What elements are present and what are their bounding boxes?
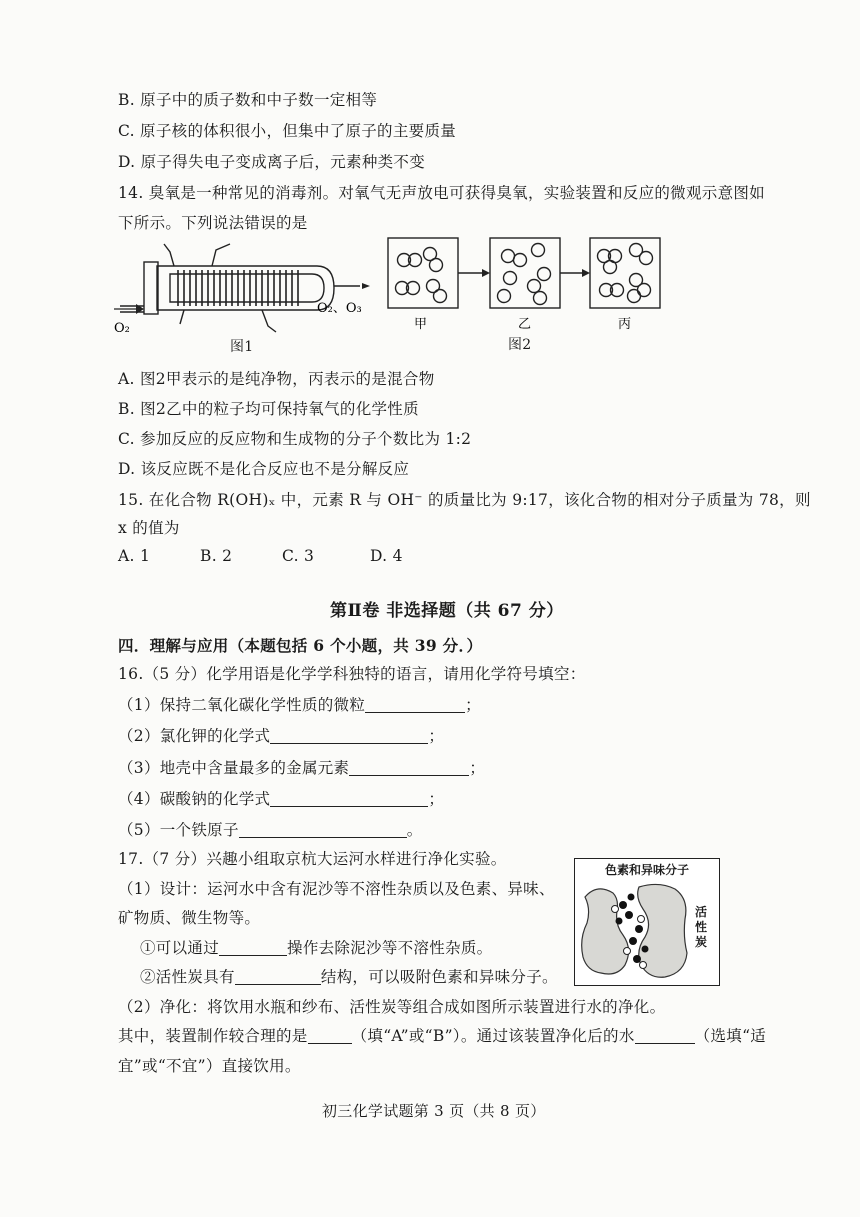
q15-stem-line2: x 的值为 bbox=[118, 519, 180, 537]
q16-stem: 16.（5 分）化学用语是化学学科独特的语言，请用化学符号填空： bbox=[118, 665, 586, 683]
q13-option-d: D. 原子得失电子变成离子后，元素种类不变 bbox=[118, 153, 426, 171]
q17-blank-structure[interactable] bbox=[235, 969, 321, 986]
q16-item-1: （1）保持二氧化碳化学性质的微粒 ； bbox=[118, 696, 481, 714]
q14-stem-line2: 下所示。下列说法错误的是 bbox=[118, 214, 308, 232]
q16-blank-5[interactable] bbox=[239, 822, 407, 839]
q17-sub2: ②活性炭具有 结构，可以吸附色素和异味分子。 bbox=[140, 968, 558, 986]
fig1-caption: 图1 bbox=[230, 339, 254, 355]
fig2-label-yi: 乙 bbox=[518, 317, 532, 332]
q14-option-b: B. 图2乙中的粒子均可保持氧气的化学性质 bbox=[118, 400, 419, 418]
q16-item-5: （5）一个铁原子 。 bbox=[118, 821, 423, 839]
q16-item-2: （2）氯化钾的化学式 ； bbox=[118, 727, 445, 745]
q14-stem-line1: 14. 臭氧是一种常见的消毒剂。对氧气无声放电可获得臭氧，实验装置和反应的微观示意图如 bbox=[118, 184, 765, 202]
carbon-figure-title: 色素和异味分子 bbox=[604, 863, 689, 877]
q15-option-c: C. 3 bbox=[282, 547, 315, 565]
q16-blank-2[interactable] bbox=[270, 728, 428, 745]
fig1-inlet-label: O₂ bbox=[114, 321, 130, 336]
q17-blank-drinkable[interactable] bbox=[635, 1028, 695, 1045]
q17-sub1: ①可以通过 操作去除泥沙等不溶性杂质。 bbox=[140, 939, 493, 957]
fig2-label-bing: 丙 bbox=[618, 317, 632, 332]
carbon-figure-side-label: 活性炭 bbox=[695, 905, 708, 949]
q16-item-3: （3）地壳中含量最多的金属元素 ； bbox=[118, 759, 486, 777]
fig2-caption: 图2 bbox=[508, 337, 532, 353]
section4-heading: 四．理解与应用（本题包括 6 个小题，共 39 分．） bbox=[118, 636, 483, 655]
q16-item-4: （4）碳酸钠的化学式 ； bbox=[118, 790, 445, 808]
q16-blank-1[interactable] bbox=[365, 697, 465, 714]
q17-design-line1: （1）设计：运河水中含有泥沙等不溶性杂质以及色素、异味、 bbox=[118, 880, 555, 898]
fig1-outlet-label: O₂、O₃ bbox=[317, 301, 362, 316]
q15-option-d: D. 4 bbox=[370, 547, 403, 565]
q15-option-a: A. 1 bbox=[118, 547, 151, 565]
activated-carbon-figure bbox=[574, 858, 720, 986]
q17-question: 其中，装置制作较合理的是 （填“A”或“B”）。通过该装置净化后的水 （选填“适 bbox=[118, 1027, 767, 1045]
q15-option-b: B. 2 bbox=[200, 547, 233, 565]
q15-stem-line1: 15. 在化合物 R(OH)ₓ 中，元素 R 与 OH⁻ 的质量比为 9:17，该化合物的相对分子质量为 78，则 bbox=[118, 491, 811, 509]
part2-title: 第Ⅱ卷 非选择题（共 67 分） bbox=[330, 601, 564, 621]
carbon-pore-drawing bbox=[579, 879, 691, 981]
q16-blank-4[interactable] bbox=[270, 791, 428, 808]
q16-blank-3[interactable] bbox=[349, 760, 469, 777]
q13-option-c: C. 原子核的体积很小，但集中了原子的主要质量 bbox=[118, 122, 457, 140]
q13-option-b: B. 原子中的质子数和中子数一定相等 bbox=[118, 91, 378, 109]
molecular-reaction-figure bbox=[384, 234, 674, 334]
q17-stem: 17.（7 分）兴趣小组取京杭大运河水样进行净化实验。 bbox=[118, 850, 507, 868]
q14-option-a: A. 图2甲表示的是纯净物，丙表示的是混合物 bbox=[118, 370, 435, 388]
fig2-label-jia: 甲 bbox=[414, 317, 428, 332]
q17-design-line2: 矿物质、微生物等。 bbox=[118, 909, 261, 927]
page-footer: 初三化学试题第 3 页（共 8 页） bbox=[322, 1102, 546, 1120]
q17-blank-device[interactable] bbox=[308, 1028, 352, 1045]
q17-question-line2: 宜”或“不宜”）直接饮用。 bbox=[118, 1057, 301, 1075]
q14-option-c: C. 参加反应的反应物和生成物的分子个数比为 1:2 bbox=[118, 430, 472, 448]
q14-option-d: D. 该反应既不是化合反应也不是分解反应 bbox=[118, 460, 410, 478]
q17-blank-operation[interactable] bbox=[219, 940, 287, 957]
q17-purify: （2）净化：将饮用水瓶和纱布、活性炭等组合成如图所示装置进行水的净化。 bbox=[118, 998, 666, 1016]
